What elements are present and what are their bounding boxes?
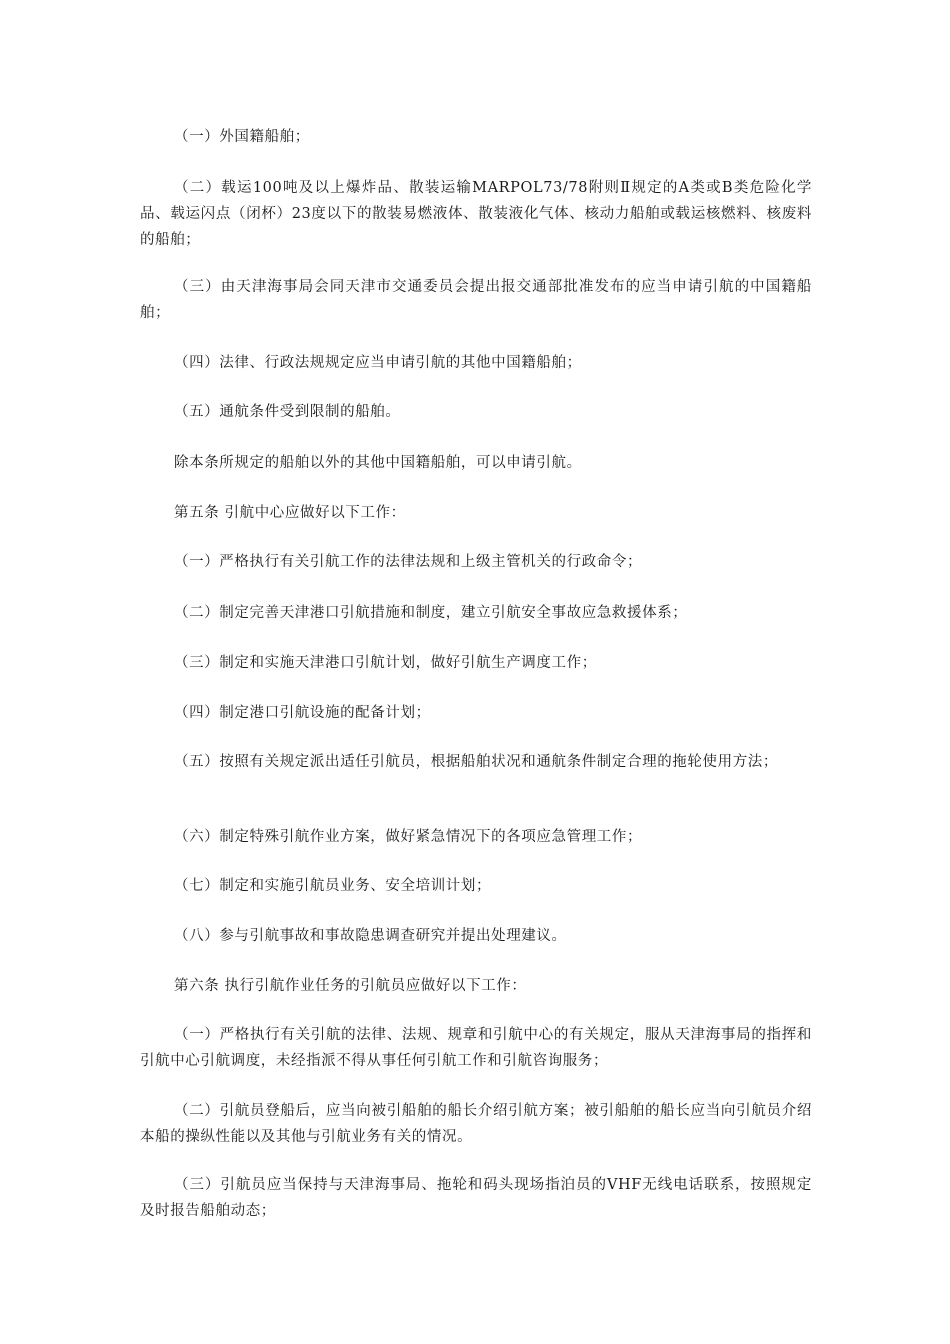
article-5-item-2: （二）制定完善天津港口引航措施和制度，建立引航安全事故应急救援体系； <box>174 605 688 621</box>
article-6-item-3: （三）引航员应当保持与天津海事局、拖轮和码头现场指泊员的VHF无线电话联系，按照规定及时报告船舶动态； <box>140 1177 812 1219</box>
article-6-item-1: （一）严格执行有关引航的法律、法规、规章和引航中心的有关规定，服从天津海事局的指挥和引航中心引航调度，未经指派不得从事任何引航工作和引航咨询服务； <box>140 1027 812 1069</box>
article-5-item-7: （七）制定和实施引航员业务、安全培训计划； <box>174 878 492 894</box>
article-5-item-6: （六）制定特殊引航作业方案，做好紧急情况下的各项应急管理工作； <box>174 829 643 845</box>
article-6-heading: 第六条 执行引航作业任务的引航员应做好以下工作： <box>174 978 527 994</box>
article-6-item-2: （二）引航员登船后，应当向被引船舶的船长介绍引航方案；被引船舶的船长应当向引航员介绍本船的操纵性能以及其他与引航业务有关的情况。 <box>140 1103 812 1145</box>
article-5-item-3: （三）制定和实施天津港口引航计划，做好引航生产调度工作； <box>174 655 597 671</box>
paragraph-item-1-foreign-ships: （一）外国籍船舶； <box>174 129 310 145</box>
article-5-item-5: （五）按照有关规定派出适任引航员，根据船舶状况和通航条件制定合理的拖轮使用方法； <box>174 754 778 770</box>
article-5-item-8: （八）参与引航事故和事故隐患调查研究并提出处理建议。 <box>174 928 567 944</box>
paragraph-item-4-other-chinese-ships: （四）法律、行政法规规定应当申请引航的其他中国籍船舶； <box>174 355 582 371</box>
article-5-item-1: （一）严格执行有关引航工作的法律法规和上级主管机关的行政命令； <box>174 554 643 570</box>
paragraph-item-5-restricted-ships: （五）通航条件受到限制的船舶。 <box>174 404 401 420</box>
article-5-heading: 第五条 引航中心应做好以下工作： <box>174 505 406 521</box>
article-5-item-4: （四）制定港口引航设施的配备计划； <box>174 705 431 721</box>
paragraph-item-3-designated-chinese-ships: （三）由天津海事局会同天津市交通委员会提出报交通部批准发布的应当申请引航的中国籍船舶； <box>140 279 812 321</box>
paragraph-item-2-dangerous-cargo: （二）载运100吨及以上爆炸品、散装运输MARPOL73/78附则Ⅱ规定的A类或B类危险化学品、载运闪点（闭杯）23度以下的散装易燃液体、散装液化气体、核动力船舶或载运核燃料、核废料的船舶； <box>140 180 812 248</box>
paragraph-optional-pilotage: 除本条所规定的船舶以外的其他中国籍船舶，可以申请引航。 <box>174 455 582 471</box>
